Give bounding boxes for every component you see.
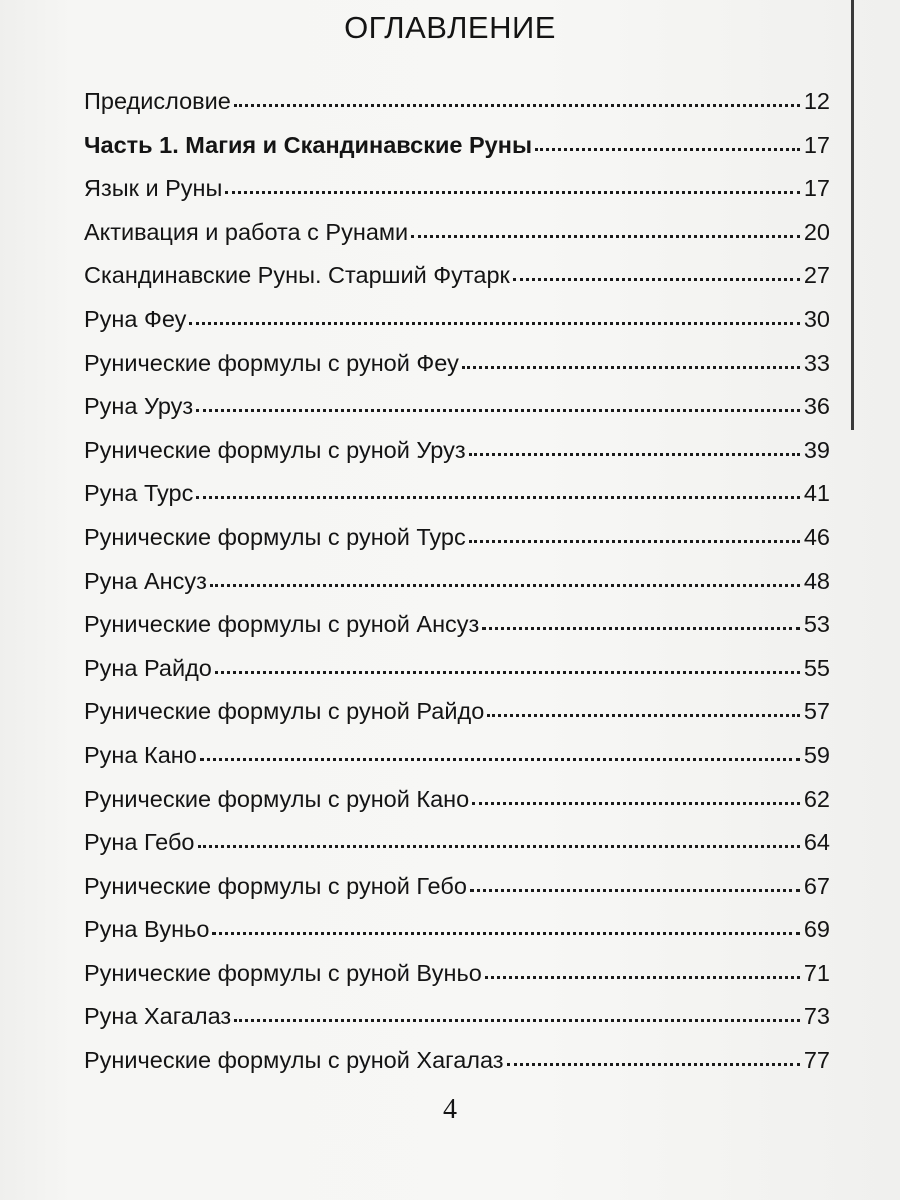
toc-entry [84,995,830,1039]
toc-entry-page: 27 [803,262,830,289]
toc-entry-title: Рунические формулы с руной Вуньо [84,959,482,986]
toc-entry [84,254,830,298]
page-edge-shadow [851,0,854,430]
dot-leader [234,1019,800,1022]
toc-entry-page: 12 [803,88,830,114]
toc-entry-title: Рунические формулы с руной Райдо [84,698,485,725]
toc-entry-page: 64 [803,829,830,856]
dot-leader [210,584,800,587]
toc-entry-page: 62 [803,785,830,812]
dot-leader [189,322,799,325]
toc-entry-page: 77 [803,1047,830,1074]
toc-entry-page: 48 [803,567,830,594]
toc-entry [84,472,830,516]
toc-entry [84,778,830,822]
dot-leader [225,191,799,194]
toc-entry-title: Руна Уруз [84,393,194,420]
toc-entry-page: 46 [803,523,830,550]
page-number: 4 [443,1094,457,1125]
toc-entry-page: 55 [803,654,830,681]
toc-entry-page: 20 [803,218,830,245]
dot-leader [212,932,799,935]
toc-entry-title: Часть 1. Магия и Скандинавские Руны [84,131,533,158]
toc-entry [84,908,830,952]
dot-leader [535,148,800,151]
toc-entry-title: Руна Феу [84,305,187,332]
toc-entry-title: Руна Кано [84,741,197,768]
table-of-contents [84,80,830,1083]
toc-entry-title: Руна Ансуз [84,567,207,594]
toc-entry-page: 41 [803,480,830,507]
toc-entry-page: 36 [803,393,830,420]
toc-entry [84,429,830,473]
dot-leader [472,802,800,805]
dot-leader [487,714,800,717]
dot-leader [469,453,800,456]
dot-leader [485,976,800,979]
toc-entry-title: Рунические формулы с руной Кано [84,785,470,812]
toc-entry-page: 33 [803,349,830,376]
dot-leader [234,104,800,107]
toc-entry-title: Предисловие [84,88,231,114]
toc-entry [84,211,830,255]
toc-entry [84,385,830,429]
toc-entry [84,821,830,865]
toc-entry [84,647,830,691]
toc-entry-title: Руна Вуньо [84,916,210,943]
toc-entry [84,734,830,778]
toc-entry-page: 30 [803,305,830,332]
toc-entry-title: Активация и работа с Рунами [84,218,409,245]
toc-entry-title: Рунические формулы с руной Уруз [84,436,466,463]
toc-entry-page: 67 [803,872,830,899]
toc-entry [84,1039,830,1083]
toc-entry-title: Рунические формулы с руной Хагалаз [84,1047,504,1074]
toc-entry [84,865,830,909]
toc-entry-title: Рунические формулы с руной Турс [84,523,466,550]
toc-entry [84,516,830,560]
toc-entry-title: Руна Турс [84,480,194,507]
dot-leader [507,1063,800,1066]
toc-entry-page: 39 [803,436,830,463]
dot-leader [196,409,800,412]
toc-entry [84,952,830,996]
toc-entry [84,603,830,647]
toc-entry [84,560,830,604]
toc-entry [84,298,830,342]
dot-leader [215,671,800,674]
toc-entry-title: Рунические формулы с руной Феу [84,349,459,376]
dot-leader [462,366,800,369]
toc-entry-title: Скандинавские Руны. Старший Футарк [84,262,510,289]
toc-entry-page: 17 [803,131,830,158]
dot-leader [411,235,800,238]
toc-entry [84,342,830,386]
toc-entry [84,80,830,124]
toc-entry-title: Руна Райдо [84,654,212,681]
toc-entry [84,690,830,734]
toc-entry-page: 59 [803,741,830,768]
toc-entry-title: Руна Хагалаз [84,1003,232,1030]
toc-entry-page: 53 [803,611,830,638]
dot-leader [469,540,800,543]
dot-leader [470,889,800,892]
toc-entry-page: 69 [803,916,830,943]
toc-entry-page: 73 [803,1003,830,1030]
toc-entry-page: 71 [803,959,830,986]
toc-entry-title: Руна Гебо [84,829,195,856]
toc-entry-page: 17 [803,175,830,202]
toc-entry [84,124,830,168]
dot-leader [198,845,800,848]
toc-entry-title: Язык и Руны [84,175,223,202]
toc-entry-title: Рунические формулы с руной Ансуз [84,611,480,638]
dot-leader [513,278,800,281]
toc-entry-page: 57 [803,698,830,725]
dot-leader [200,758,800,761]
toc-entry-title: Рунические формулы с руной Гебо [84,872,467,899]
toc-entry [84,167,830,211]
dot-leader [196,496,800,499]
dot-leader [482,627,800,630]
page-title: ОГЛАВЛЕНИЕ [344,10,556,45]
